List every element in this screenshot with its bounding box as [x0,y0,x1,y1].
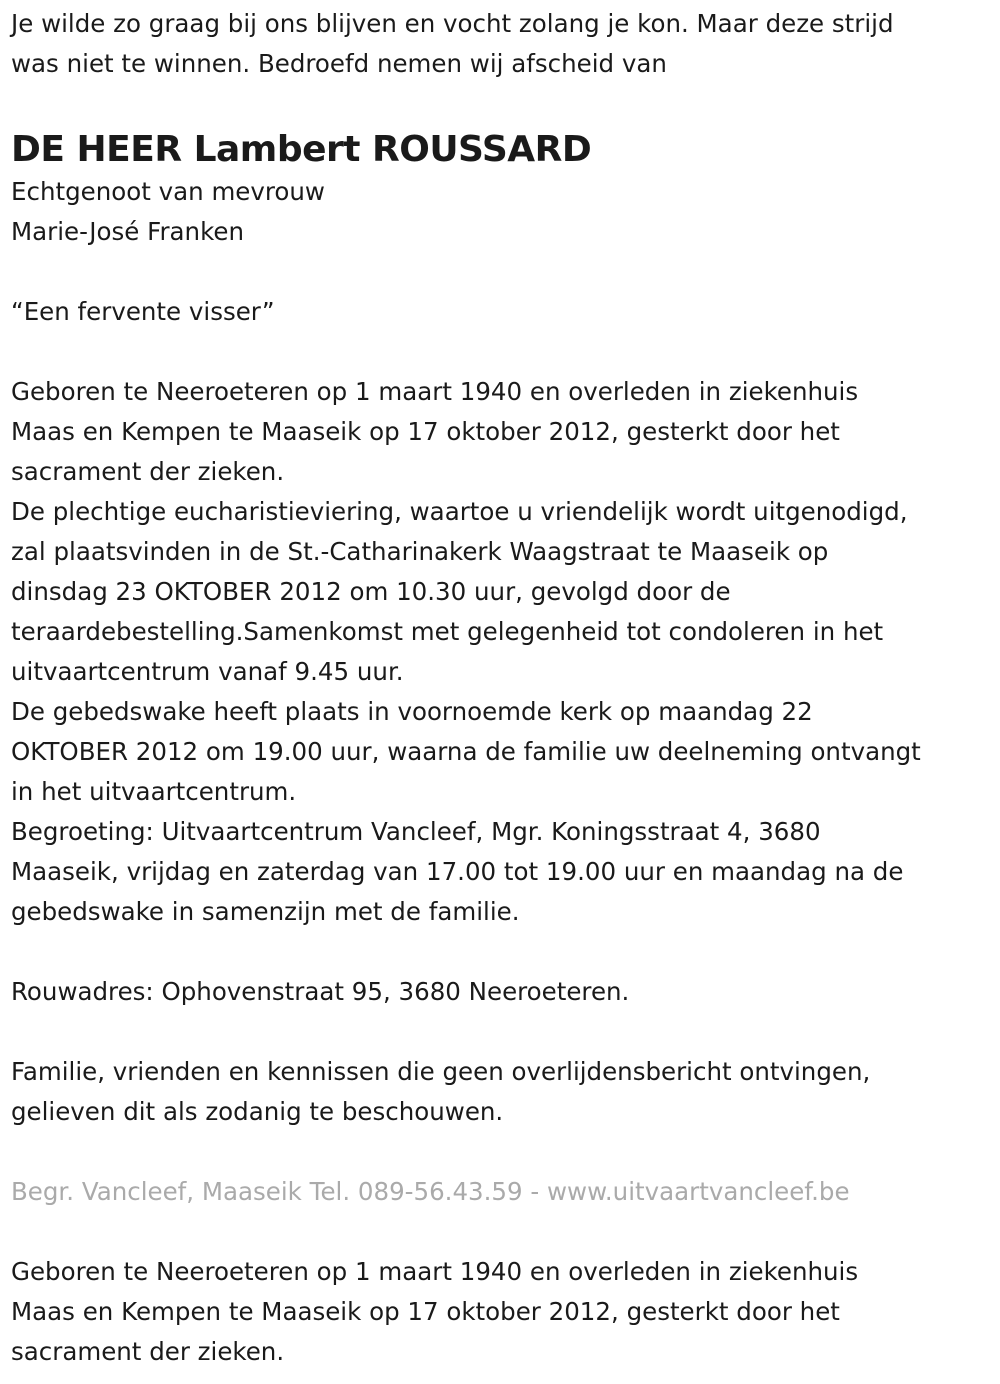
repeat-line: Geboren te Neeroeteren op 1 maart 1940 en overleden in ziekenhuis [11,1257,859,1286]
intro-line: Je wilde zo graag bij ons blijven en vocht zolang je kon. Maar deze strijd [11,9,894,38]
obituary-document [11,4,991,1372]
details-line: zal plaatsvinden in de St.-Catharinakerk Waagstraat te Maaseik op [11,537,829,566]
funeral-home-contact: Begr. Vancleef, Maaseik Tel. 089-56.43.59 - www.uitvaartvancleef.be [11,1177,850,1206]
repeat-line: Maas en Kempen te Maaseik op 17 oktober 2012, gesterkt door het [11,1297,840,1326]
details-line: dinsdag 23 OKTOBER 2012 om 10.30 uur, gevolgd door de [11,577,731,606]
spouse-line: Echtgenoot van mevrouw [11,177,325,206]
spouse-block [11,172,991,252]
details-line: uitvaartcentrum vanaf 9.45 uur. [11,657,404,686]
mourning-address: Rouwadres: Ophovenstraat 95, 3680 Neeroeteren. [11,977,630,1006]
notice-line: gelieven dit als zodanig te beschouwen. [11,1097,504,1126]
details-line: sacrament der zieken. [11,457,285,486]
spouse-line: Marie-José Franken [11,217,244,246]
details-line: Maaseik, vrijdag en zaterdag van 17.00 tot 19.00 uur en maandag na de [11,857,904,886]
details-line: Geboren te Neeroeteren op 1 maart 1940 en overleden in ziekenhuis [11,377,859,406]
details-paragraph [11,372,991,932]
details-line: Maas en Kempen te Maaseik op 17 oktober 2012, gesterkt door het [11,417,840,446]
quote: “Een fervente visser” [11,297,275,326]
intro-paragraph [11,4,991,84]
details-line: De gebedswake heeft plaats in voornoemde kerk op maandag 22 [11,697,813,726]
details-line: teraardebestelling.Samenkomst met gelegenheid tot condoleren in het [11,617,884,646]
notice-line: Familie, vrienden en kennissen die geen overlijdensbericht ontvingen, [11,1057,871,1086]
intro-line: was niet te winnen. Bedroefd nemen wij afscheid van [11,49,667,78]
repeat-line: sacrament der zieken. [11,1337,285,1366]
details-line: in het uitvaartcentrum. [11,777,297,806]
deceased-name: DE HEER Lambert ROUSSARD [11,129,592,170]
details-line: Begroeting: Uitvaartcentrum Vancleef, Mgr. Koningsstraat 4, 3680 [11,817,821,846]
details-line: De plechtige eucharistieviering, waartoe u vriendelijk wordt uitgenodigd, [11,497,908,526]
details-line: gebedswake in samenzijn met de familie. [11,897,520,926]
repeated-paragraph [11,1252,991,1372]
notice-paragraph [11,1052,991,1132]
details-line: OKTOBER 2012 om 19.00 uur, waarna de familie uw deelneming ontvangt [11,737,921,766]
